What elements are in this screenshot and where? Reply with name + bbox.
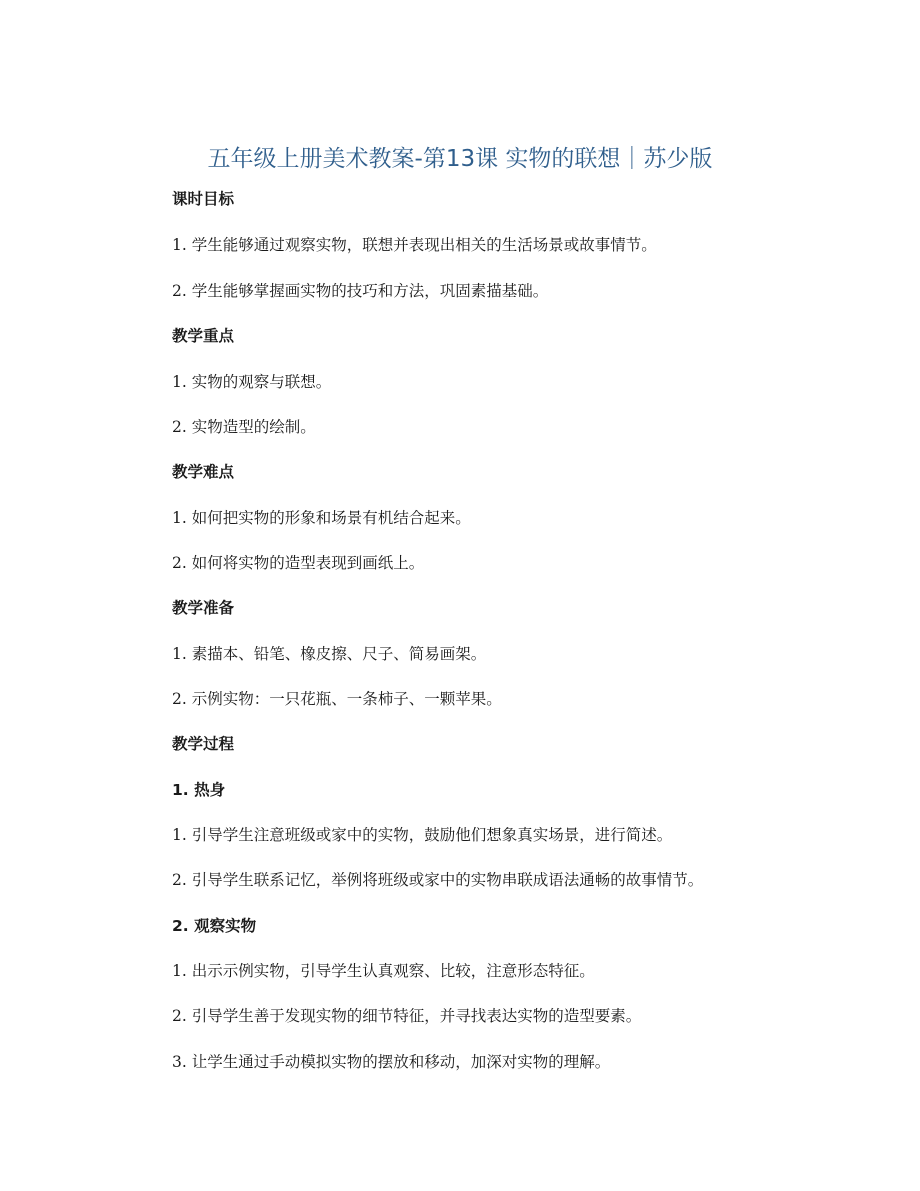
document-title: 五年级上册美术教案-第13课 实物的联想｜苏少版 bbox=[207, 146, 713, 172]
process-step-1-item-2: 2. 引导学生联系记忆，举例将班级或家中的实物串联成语法通畅的故事情节。 bbox=[172, 871, 704, 889]
process-step-2-item-3: 3. 让学生通过手动模拟实物的摆放和移动，加深对实物的理解。 bbox=[172, 1053, 611, 1071]
section-heading-process: 教学过程 bbox=[172, 735, 235, 753]
process-step-2-item-1: 1. 出示示例实物，引导学生认真观察、比较，注意形态特征。 bbox=[172, 962, 595, 980]
process-step-1-item-1: 1. 引导学生注意班级或家中的实物，鼓励他们想象真实场景，进行简述。 bbox=[172, 826, 673, 844]
section-heading-difficulties: 教学难点 bbox=[172, 463, 235, 481]
objective-item-2: 2. 学生能够掌握画实物的技巧和方法，巩固素描基础。 bbox=[172, 282, 549, 300]
section-heading-key-points: 教学重点 bbox=[172, 327, 235, 345]
process-step-heading-1: 1. 热身 bbox=[172, 781, 226, 799]
difficulty-item-1: 1. 如何把实物的形象和场景有机结合起来。 bbox=[172, 509, 471, 527]
objective-item-1: 1. 学生能够通过观察实物，联想并表现出相关的生活场景或故事情节。 bbox=[172, 236, 657, 254]
preparation-item-2: 2. 示例实物：一只花瓶、一条柿子、一颗苹果。 bbox=[172, 690, 502, 708]
difficulty-item-2: 2. 如何将实物的造型表现到画纸上。 bbox=[172, 554, 425, 572]
key-point-item-2: 2. 实物造型的绘制。 bbox=[172, 418, 316, 436]
section-heading-preparation: 教学准备 bbox=[172, 599, 235, 617]
section-heading-objectives: 课时目标 bbox=[172, 190, 235, 208]
process-step-2-item-2: 2. 引导学生善于发现实物的细节特征，并寻找表达实物的造型要素。 bbox=[172, 1007, 642, 1025]
preparation-item-1: 1. 素描本、铅笔、橡皮擦、尺子、简易画架。 bbox=[172, 645, 487, 663]
key-point-item-1: 1. 实物的观察与联想。 bbox=[172, 373, 332, 391]
process-step-heading-2: 2. 观察实物 bbox=[172, 917, 257, 935]
